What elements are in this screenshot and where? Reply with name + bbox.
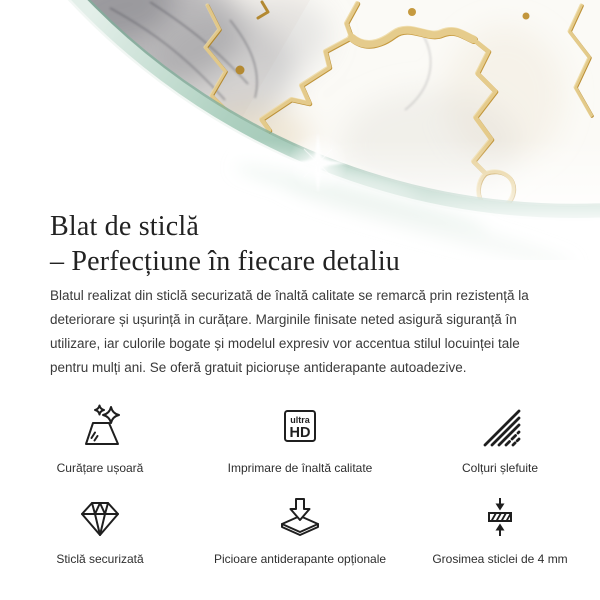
feature-label: Imprimare de înaltă calitate xyxy=(227,461,373,475)
page-title-line1: Blat de sticlă xyxy=(50,211,199,242)
feature-label: Curățare ușoară xyxy=(56,461,144,475)
ultra-text: ultra xyxy=(290,415,310,425)
glass-thickness-icon xyxy=(478,495,522,539)
feature-polished-corners xyxy=(400,404,600,475)
page-title-line2: – Perfecțiune în fiecare detaliu xyxy=(50,246,401,277)
feature-glass-thickness xyxy=(400,495,600,566)
anti-slip-feet-icon xyxy=(278,495,322,539)
feature-high-quality-print xyxy=(200,404,400,475)
feature-antislip-feet xyxy=(200,495,400,566)
polished-corners-icon xyxy=(478,404,522,448)
feature-label: Colțuri șlefuite xyxy=(461,461,539,475)
sparkle-clean-icon xyxy=(78,404,122,448)
product-description-text: Blatul realizat din sticlă securizată de înaltă calitate se remarcă prin rezistență la deteriorare și ușurință in curățare. Marginile finisate neted asigură siguranță în utilizare, iar culorile bogate și modelul expresiv vor accentua stilul locuinței tale pentru mulți ani. Se oferă gratuit piciorușe antiderapante autoadezive. xyxy=(50,288,529,375)
light-glint-star-icon xyxy=(288,133,348,193)
feature-label: Picioare antiderapante opționale xyxy=(213,552,387,566)
tempered-glass-diamond-icon xyxy=(78,495,122,539)
ultra-hd-icon xyxy=(278,404,322,448)
feature-tempered-glass xyxy=(0,495,200,566)
feature-label: Sticlă securizată xyxy=(56,552,144,566)
feature-easy-cleaning xyxy=(0,404,200,475)
feature-grid xyxy=(0,404,600,566)
feature-label: Grosimea sticlei de 4 mm xyxy=(432,552,568,566)
hd-text: HD xyxy=(289,425,311,441)
page-title xyxy=(50,209,400,279)
